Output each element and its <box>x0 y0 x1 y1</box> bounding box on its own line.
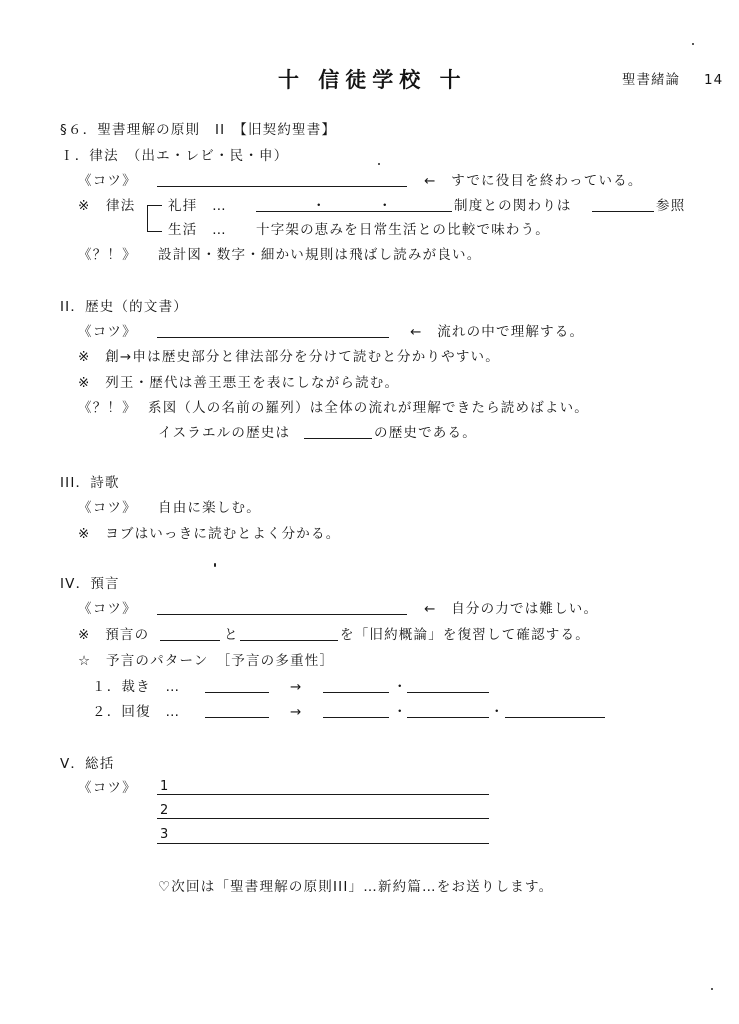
law-qa-text: 設計図・数字・細かい規則は飛ばし読みが良い。 <box>158 247 482 263</box>
prophecy-kotsu-note: ← 自分の力では難しい。 <box>424 601 599 617</box>
prophecy-note-prefix: ※ 預言の <box>78 627 150 643</box>
history-note-1: ※ 創→申は歴史部分と律法部分を分けて読むと分かりやすい。 <box>78 349 500 365</box>
israel-suffix: の歴史である。 <box>374 425 477 441</box>
restoration-blank-1 <box>205 717 269 718</box>
worship-text: 制度との関わりは <box>454 198 572 214</box>
summary-line-1 <box>157 794 489 795</box>
prophecy-note-blank-1 <box>160 640 220 641</box>
scan-speck <box>711 988 713 990</box>
summary-kotsu-label: 《コツ》 <box>78 780 137 796</box>
poetry-kotsu-label: 《コツ》 <box>78 500 137 516</box>
prophecy-kotsu-blank <box>157 614 407 615</box>
restoration-blank-4 <box>505 717 605 718</box>
worship-ref: 参照 <box>656 198 686 214</box>
life-text: 十字架の恵みを日常生活との比較で味わう。 <box>256 222 550 238</box>
restoration-blank-2 <box>323 717 389 718</box>
summary-line-2-number: 2 <box>160 803 169 818</box>
judgment-arrow: → <box>290 679 303 695</box>
law-note-mark: ※ <box>78 198 91 214</box>
scan-speck <box>378 163 380 165</box>
worship-label: 礼拝 … <box>168 198 227 214</box>
restoration-label: ２．回復 … <box>92 704 181 720</box>
israel-blank <box>304 438 372 439</box>
life-label: 生活 … <box>168 222 227 238</box>
worship-sep-1: ・ <box>312 198 327 214</box>
history-kotsu-note: ← 流れの中で理解する。 <box>410 324 585 340</box>
prophecy-note-suffix: を「旧約概論」を復習して確認する。 <box>340 627 590 643</box>
worship-sep-2: ・ <box>378 198 393 214</box>
summary-line-1-number: 1 <box>160 779 169 794</box>
judgment-blank-3 <box>407 692 489 693</box>
next-notice: ♡次回は「聖書理解の原則III」…新約篇…をお送りします。 <box>158 879 554 895</box>
scan-speck <box>692 43 694 45</box>
law-heading: Ｉ．律法 （出エ・レビ・民・申） <box>60 148 289 164</box>
restoration-blank-3 <box>407 717 489 718</box>
restoration-dot-1: ・ <box>393 704 408 720</box>
history-heading: II．歴史（的文書） <box>60 299 188 315</box>
law-kotsu-note: ← すでに役目を終わっている。 <box>424 173 643 189</box>
restoration-dot-2: ・ <box>490 704 505 720</box>
prophecy-note-blank-2 <box>240 640 338 641</box>
poetry-kotsu-text: 自由に楽しむ。 <box>158 500 261 516</box>
poetry-note: ※ ヨブはいっきに読むとよく分かる。 <box>78 526 341 542</box>
law-note-label: 律法 <box>106 198 136 214</box>
summary-line-2 <box>157 818 489 819</box>
law-bracket <box>147 205 162 232</box>
document-title: 十 信徒学校 十 <box>278 68 467 92</box>
israel-prefix: イスラエルの歴史は <box>158 425 291 441</box>
summary-line-3-number: 3 <box>160 827 169 842</box>
history-kotsu-blank <box>157 337 389 338</box>
judgment-blank-2 <box>323 692 389 693</box>
judgment-blank-1 <box>205 692 269 693</box>
summary-line-3 <box>157 843 489 844</box>
prophecy-kotsu-label: 《コツ》 <box>78 601 137 617</box>
worship-blank <box>256 211 452 212</box>
worship-ref-blank <box>592 211 654 212</box>
scan-speck <box>214 563 216 567</box>
restoration-arrow: → <box>290 704 303 720</box>
judgment-dot: ・ <box>393 679 408 695</box>
poetry-heading: III．詩歌 <box>60 475 120 491</box>
history-qa-label: 《？！》 <box>78 400 137 416</box>
prophecy-heading: IV．預言 <box>60 576 120 592</box>
history-kotsu-label: 《コツ》 <box>78 324 137 340</box>
history-qa-text: 系図（人の名前の羅列）は全体の流れが理解できたら読めばよい。 <box>148 400 589 416</box>
law-kotsu-label: 《コツ》 <box>78 173 137 189</box>
summary-heading: V．総括 <box>60 756 115 772</box>
law-qa-label: 《？！》 <box>78 247 137 263</box>
section-heading: §６．聖書理解の原則 II 【旧契約聖書】 <box>60 122 337 138</box>
history-note-2: ※ 列王・歴代は善王悪王を表にしながら読む。 <box>78 375 400 391</box>
pattern-heading: ☆ 予言のパターン ［予言の多重性］ <box>78 653 335 669</box>
law-kotsu-blank <box>157 186 407 187</box>
judgment-label: １．裁き … <box>92 679 181 695</box>
page-number: 14 <box>704 72 724 88</box>
prophecy-note-mid: と <box>224 627 239 643</box>
course-name: 聖書緒論 <box>622 72 680 88</box>
